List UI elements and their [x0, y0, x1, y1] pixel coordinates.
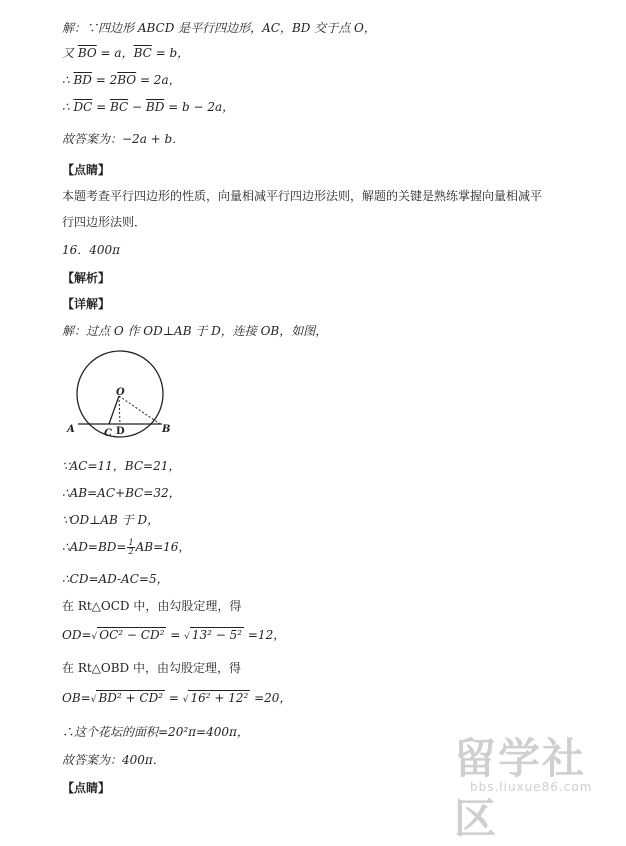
text: = 2 — [91, 73, 118, 87]
text: ∴AD=BD= — [62, 540, 127, 554]
sqrt-sign: √ — [90, 695, 97, 705]
sqrt-sign: √ — [184, 632, 190, 642]
text: OD= — [62, 628, 92, 642]
answer-16: 故答案为：400π． — [62, 753, 165, 767]
sqrt-sign: √ — [182, 695, 189, 705]
text: = 2a， — [136, 73, 181, 87]
radicand: OC² − CD² — [99, 628, 165, 642]
vector-bo-label: $\overline{BO}$ — [117, 73, 137, 87]
vector-bd-label: $\overline{BD}$ — [73, 73, 92, 87]
vector-bc-label: $\overline{BC}$ — [109, 100, 129, 114]
vector-bo: $\overline{BO}$ — [77, 46, 97, 60]
text: = — [92, 100, 110, 114]
ob-calculation — [62, 690, 291, 708]
text: ∴ — [62, 73, 74, 87]
label-b: B — [162, 424, 171, 435]
cd-value: ∴CD=AD-AC=5， — [62, 572, 169, 586]
sum-ab: ∴AB=AC+BC=32， — [62, 486, 181, 500]
solution-intro: 解：∵四边形 ABCD 是平行四边形，AC，BD 交于点 O， — [62, 21, 376, 35]
question-16-answer: 16．400π — [62, 243, 121, 257]
comment-paragraph: 行四边形法则． — [62, 215, 147, 229]
vector-given — [62, 45, 189, 61]
watermark-url: bbs.liuxue86.com — [470, 780, 593, 794]
perpendicular: ∵OD⊥AB 于 D， — [62, 513, 160, 527]
text: ∴ — [62, 100, 74, 114]
area-result: ∴这个花坛的面积=20²π=400π， — [62, 725, 249, 739]
text: 又 — [62, 46, 78, 60]
text: = a， — [96, 46, 134, 60]
vector-bd — [62, 72, 181, 88]
text: = b − 2a， — [164, 100, 235, 114]
comment-paragraph: 本题考查平行四边形的性质，向量相减平行四边形法则，解题的关键是熟练掌握向量相减平 — [62, 189, 543, 203]
text: = b， — [151, 46, 190, 60]
section-heading: 【点睛】 — [62, 781, 111, 795]
label-a: A — [67, 424, 75, 435]
vector-bd-label: $\overline{BD}$ — [145, 100, 165, 114]
text: =12， — [244, 628, 286, 642]
watermark-logo — [448, 722, 618, 843]
text: AB=16， — [135, 540, 191, 554]
section-heading: 【点睛】 — [62, 163, 111, 177]
denominator: 2 — [128, 547, 134, 556]
label-c: C — [104, 428, 112, 439]
text: = — [165, 691, 183, 705]
section-heading: 【解析】 — [62, 271, 111, 285]
text: OB= — [62, 691, 91, 705]
segment-oc — [109, 396, 119, 424]
radicand: BD² + CD² — [98, 691, 164, 705]
numerator: 1 — [128, 538, 134, 547]
od-calculation — [62, 627, 285, 645]
answer-15: 故答案为：−2a + b． — [62, 132, 185, 146]
radicand: 13² − 5² — [191, 628, 243, 642]
text: − — [128, 100, 146, 114]
pythagoras-obd: 在 Rt△OBD 中，由勾股定理，得 — [62, 661, 241, 675]
vector-bc: $\overline{BC}$ — [133, 46, 152, 60]
section-heading: 【详解】 — [62, 297, 111, 311]
half-chord — [62, 539, 190, 556]
vector-dc-label: $\overline{DC}$ — [73, 100, 93, 114]
text: = — [166, 628, 185, 642]
pythagoras-ocd: 在 Rt△OCD 中，由勾股定理，得 — [62, 599, 242, 613]
label-d: D — [116, 426, 125, 437]
vector-dc — [62, 99, 234, 115]
solution-intro: 解：过点 O 作 OD⊥AB 于 D，连接 OB，如图， — [62, 324, 328, 338]
text: =20， — [250, 691, 292, 705]
given-values: ∵AC=11，BC=21， — [62, 459, 181, 473]
radicand: 16² + 12² — [190, 691, 249, 705]
fraction-half — [127, 539, 134, 556]
sqrt-sign: √ — [91, 632, 98, 642]
watermark-text: 留学社区 — [454, 734, 587, 843]
label-o: O — [116, 387, 125, 398]
circle-diagram — [64, 350, 172, 450]
segment-od — [119, 396, 120, 424]
